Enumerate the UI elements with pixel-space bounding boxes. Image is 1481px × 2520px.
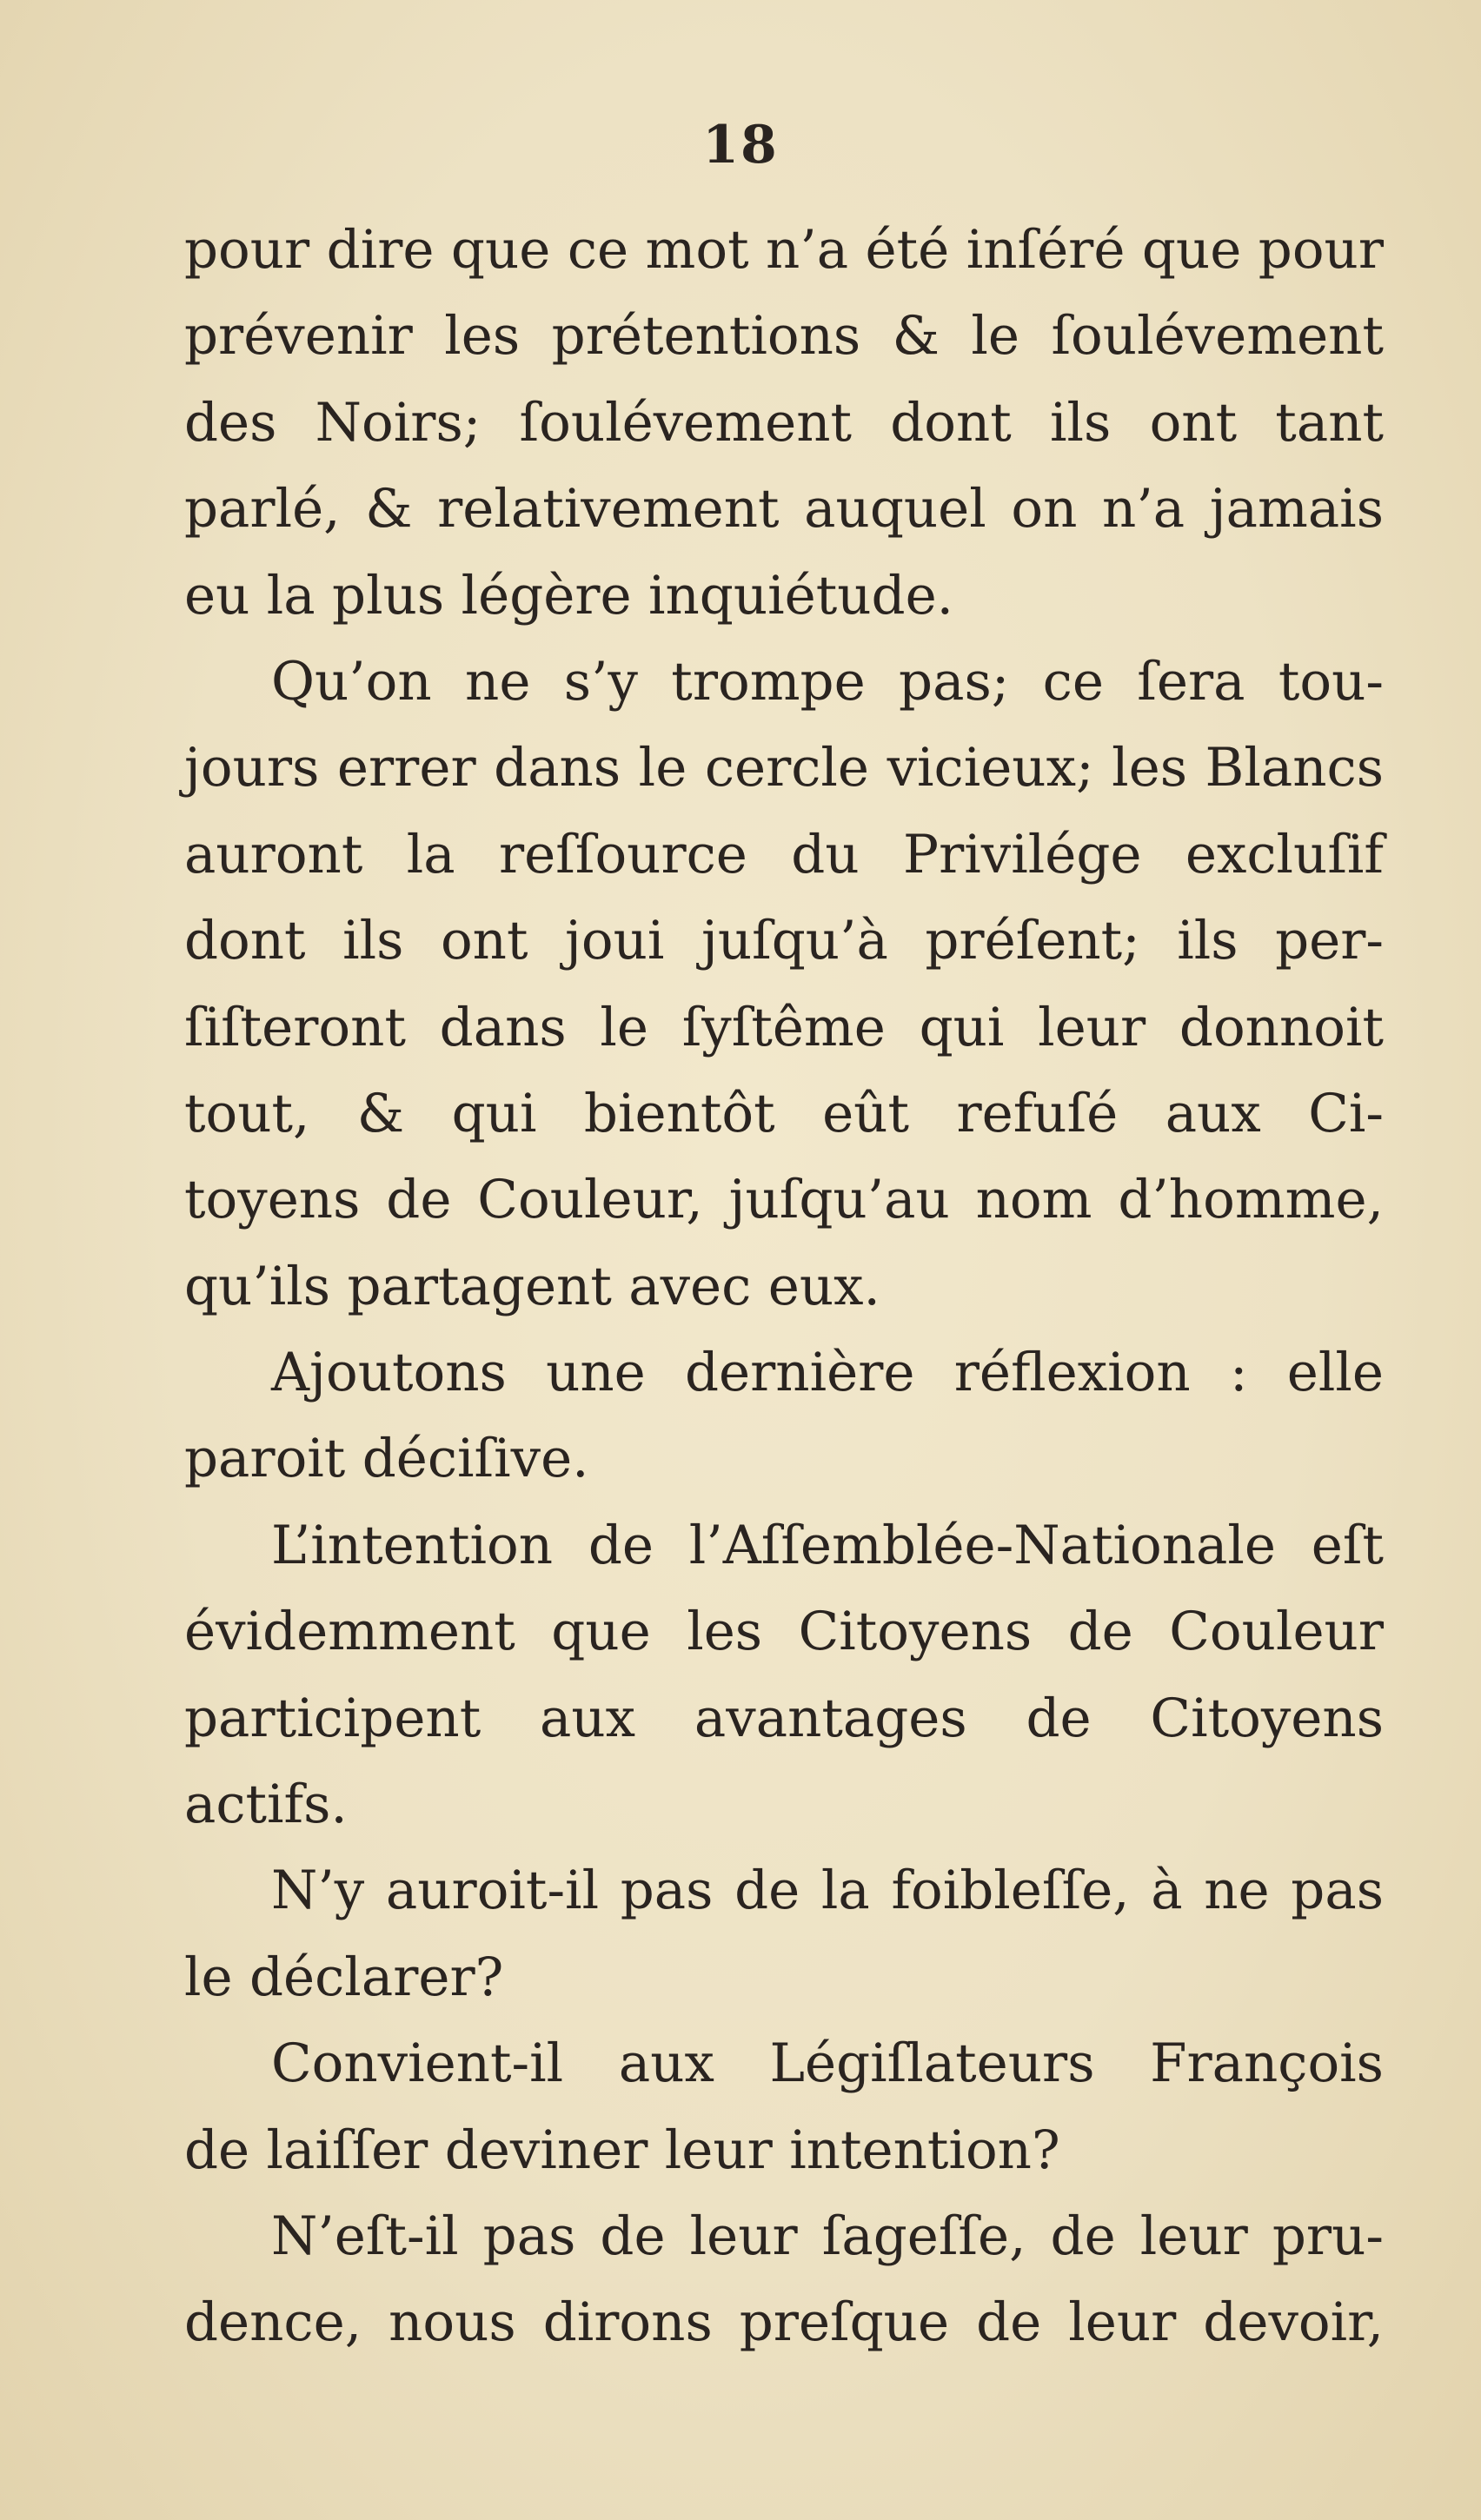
text-line: le déclarer? xyxy=(184,1946,504,2008)
text-line: paroit déciſive. xyxy=(184,1428,589,1490)
text-line: Qu’on ne s’y trompe pas; ce ſera tou- xyxy=(271,650,1384,713)
text-line: toyens de Couleur, juſqu’au nom d’homme, xyxy=(184,1169,1384,1231)
text-line: de laiſſer deviner leur intention? xyxy=(184,2119,1060,2181)
text-line: pour dire que ce mot n’a été inſéré que pour xyxy=(184,219,1384,281)
text-line: Ajoutons une dernière réflexion : elle xyxy=(271,1342,1384,1404)
text-line: auront la reſſource du Privilége excluſif xyxy=(184,823,1384,885)
text-line: prévenir les prétentions & le ſoulévement xyxy=(184,305,1384,368)
text-line: dont ils ont joui juſqu’à préſent; ils per- xyxy=(184,910,1384,972)
text-line: parlé, & relativement auquel on n’a jamais xyxy=(184,478,1384,540)
text-line: tout, & qui bientôt eût refuſé aux Ci- xyxy=(184,1082,1384,1144)
text-line: ſiſteront dans le ſyſtême qui leur donnoit xyxy=(184,996,1384,1058)
text-line: N’y auroit-il pas de la foibleſſe, à ne pas xyxy=(271,1860,1384,1922)
text-line: dence, nous dirons preſque de leur devoir, xyxy=(184,2291,1384,2354)
text-line: eu la plus légère inquiétude. xyxy=(184,564,954,627)
text-line: Convient-il aux Légiſlateurs François xyxy=(271,2033,1384,2095)
text-line: N’eſt-il pas de leur ſageſſe, de leur pru- xyxy=(271,2205,1384,2267)
text-line: des Noirs; ſoulévement dont ils ont tant xyxy=(184,391,1384,454)
text-line: évidemment que les Citoyens de Couleur xyxy=(184,1601,1384,1663)
text-line: L’intention de l’Aſſemblée-Nationale eſt xyxy=(271,1514,1384,1576)
text-line: actifs. xyxy=(184,1774,348,1836)
page-number: 18 xyxy=(702,115,779,176)
text-line: qu’ils partagent avec eux. xyxy=(184,1255,880,1317)
text-line: jours errer dans le cercle vicieux; les Blancs xyxy=(184,737,1384,799)
body-text xyxy=(184,207,1384,2366)
text-line: participent aux avantages de Citoyens xyxy=(184,1687,1384,1749)
